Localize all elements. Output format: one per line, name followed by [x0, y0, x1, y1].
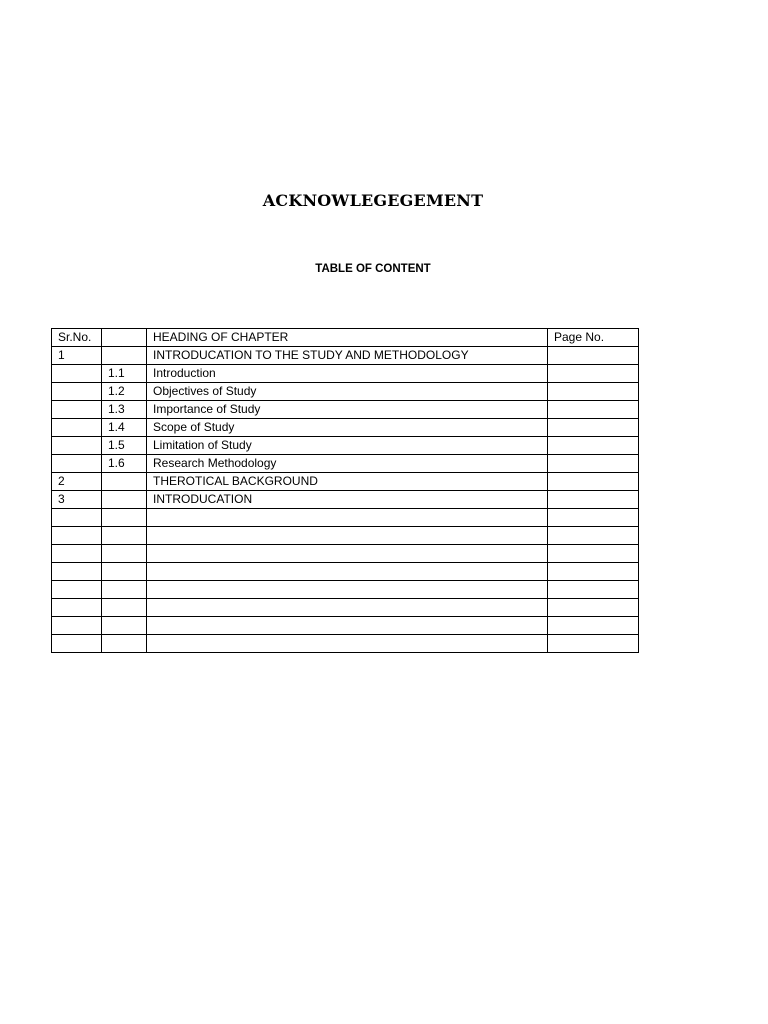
sr-no-cell: [52, 599, 102, 617]
page-no-cell: [548, 473, 639, 491]
table-row: [52, 581, 639, 599]
sub-section-cell: [102, 527, 147, 545]
chapter-heading-cell: [147, 599, 548, 617]
table-row: [52, 401, 639, 419]
column-header-heading: HEADING OF CHAPTER: [147, 329, 548, 347]
table-header-row: [52, 329, 639, 347]
table-row: [52, 563, 639, 581]
column-header-sub-section: [102, 329, 147, 347]
table-row: [52, 617, 639, 635]
sub-section-cell: 1.3: [102, 401, 147, 419]
table-of-contents: [51, 328, 639, 653]
sub-section-cell: [102, 545, 147, 563]
page-no-cell: [548, 527, 639, 545]
chapter-heading-cell: [147, 527, 548, 545]
sr-no-cell: [52, 617, 102, 635]
table-row: [52, 419, 639, 437]
sub-section-cell: [102, 491, 147, 509]
sr-no-cell: [52, 437, 102, 455]
chapter-heading-cell: [147, 509, 548, 527]
table-row: [52, 635, 639, 653]
page-no-cell: [548, 437, 639, 455]
sr-no-cell: 3: [52, 491, 102, 509]
sub-section-cell: [102, 635, 147, 653]
sub-section-cell: [102, 581, 147, 599]
sub-section-cell: 1.1: [102, 365, 147, 383]
chapter-heading-cell: INTRODUCATION: [147, 491, 548, 509]
sub-section-cell: [102, 599, 147, 617]
sr-no-cell: 1: [52, 347, 102, 365]
table-row: [52, 491, 639, 509]
page-no-cell: [548, 365, 639, 383]
page-no-cell: [548, 617, 639, 635]
page-no-cell: [548, 401, 639, 419]
page-no-cell: [548, 581, 639, 599]
sr-no-cell: [52, 581, 102, 599]
table-row: [52, 455, 639, 473]
page-no-cell: [548, 635, 639, 653]
sub-section-cell: [102, 563, 147, 581]
chapter-heading-cell: Objectives of Study: [147, 383, 548, 401]
chapter-heading-cell: INTRODUCATION TO THE STUDY AND METHODOLOGY: [147, 347, 548, 365]
sub-section-cell: 1.4: [102, 419, 147, 437]
table-row: [52, 509, 639, 527]
table-row: [52, 599, 639, 617]
sub-section-cell: 1.5: [102, 437, 147, 455]
sr-no-cell: [52, 455, 102, 473]
chapter-heading-cell: THEROTICAL BACKGROUND: [147, 473, 548, 491]
table-row: [52, 383, 639, 401]
sr-no-cell: [52, 545, 102, 563]
sub-section-cell: [102, 617, 147, 635]
column-header-sr-no: Sr.No.: [52, 329, 102, 347]
chapter-heading-cell: [147, 617, 548, 635]
column-header-page-no: Page No.: [548, 329, 639, 347]
sr-no-cell: [52, 419, 102, 437]
sub-section-cell: 1.2: [102, 383, 147, 401]
chapter-heading-cell: Scope of Study: [147, 419, 548, 437]
table-row: [52, 545, 639, 563]
page-no-cell: [548, 509, 639, 527]
sr-no-cell: [52, 527, 102, 545]
sub-section-cell: [102, 347, 147, 365]
page-no-cell: [548, 419, 639, 437]
page-no-cell: [548, 545, 639, 563]
chapter-heading-cell: Research Methodology: [147, 455, 548, 473]
chapter-heading-cell: Introduction: [147, 365, 548, 383]
page-no-cell: [548, 383, 639, 401]
table-row: [52, 473, 639, 491]
chapter-heading-cell: [147, 635, 548, 653]
chapter-heading-cell: [147, 545, 548, 563]
sr-no-cell: [52, 365, 102, 383]
table-row: [52, 527, 639, 545]
page-no-cell: [548, 491, 639, 509]
chapter-heading-cell: Importance of Study: [147, 401, 548, 419]
chapter-heading-cell: [147, 563, 548, 581]
sub-section-cell: [102, 509, 147, 527]
page-no-cell: [548, 599, 639, 617]
sr-no-cell: [52, 635, 102, 653]
toc-title: TABLE OF CONTENT: [315, 263, 431, 275]
sr-no-cell: [52, 383, 102, 401]
sr-no-cell: 2: [52, 473, 102, 491]
table-row: [52, 365, 639, 383]
sr-no-cell: [52, 563, 102, 581]
sr-no-cell: [52, 509, 102, 527]
toc-body: [52, 329, 639, 653]
page-no-cell: [548, 347, 639, 365]
page-title: ACKNOWLEGEGEMENT: [262, 191, 484, 210]
page-no-cell: [548, 455, 639, 473]
chapter-heading-cell: Limitation of Study: [147, 437, 548, 455]
page-no-cell: [548, 563, 639, 581]
table-row: [52, 347, 639, 365]
sr-no-cell: [52, 401, 102, 419]
sub-section-cell: [102, 473, 147, 491]
table-row: [52, 437, 639, 455]
chapter-heading-cell: [147, 581, 548, 599]
sub-section-cell: 1.6: [102, 455, 147, 473]
